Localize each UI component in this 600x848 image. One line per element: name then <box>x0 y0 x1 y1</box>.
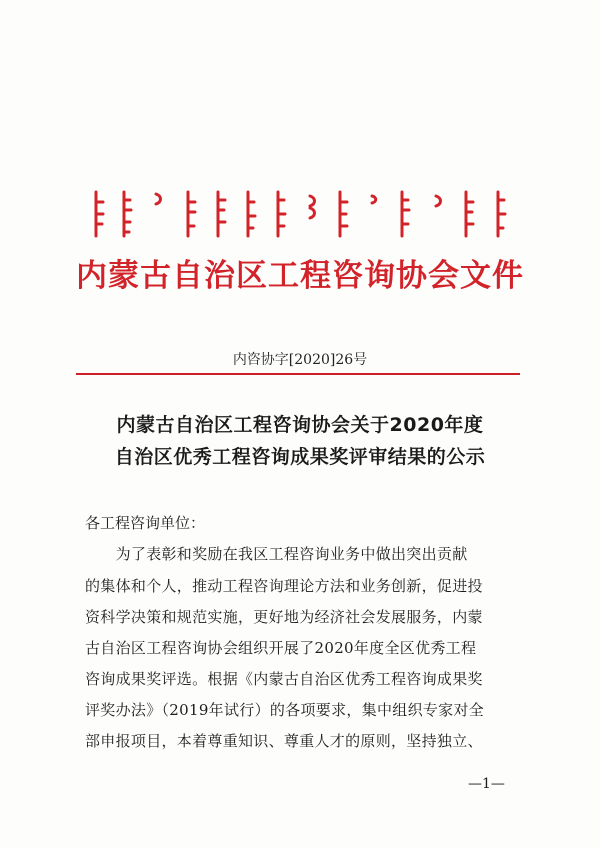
body-line-5: 咨询成果奖评选。根据《内蒙古自治区优秀工程咨询成果奖 <box>85 670 483 688</box>
page-number: —1— <box>468 776 505 792</box>
document-number: 内咨协字[2020]26号 <box>232 352 368 368</box>
body-line-6: 评奖办法》（2019年试行）的各项要求，集中组织专家对全 <box>85 701 485 719</box>
addressee: 各工程咨询单位： <box>85 514 206 532</box>
document-header-title: 内蒙古自治区工程咨询协会文件 <box>76 258 524 294</box>
mongolian-script-title <box>90 188 510 244</box>
body-line-1: 为了表彰和奖励在我区工程咨询业务中做出突出贡献 <box>85 545 468 563</box>
body-line-2: 的集体和个人，推动工程咨询理论方法和业务创新，促进投 <box>85 577 483 595</box>
red-divider-line <box>76 373 520 375</box>
body-line-3: 资科学决策和规范实施，更好地为经济社会发展服务，内蒙 <box>85 608 483 626</box>
notice-title-line-2: 自治区优秀工程咨询成果奖评审结果的公示 <box>114 446 486 468</box>
body-line-4: 古自治区工程咨询协会组织开展了2020年度全区优秀工程 <box>85 639 477 657</box>
body-line-7: 部申报项目，本着尊重知识、尊重人才的原则，坚持独立、 <box>85 732 483 750</box>
notice-title-line-1: 内蒙古自治区工程咨询协会关于2020年度 <box>116 414 484 436</box>
